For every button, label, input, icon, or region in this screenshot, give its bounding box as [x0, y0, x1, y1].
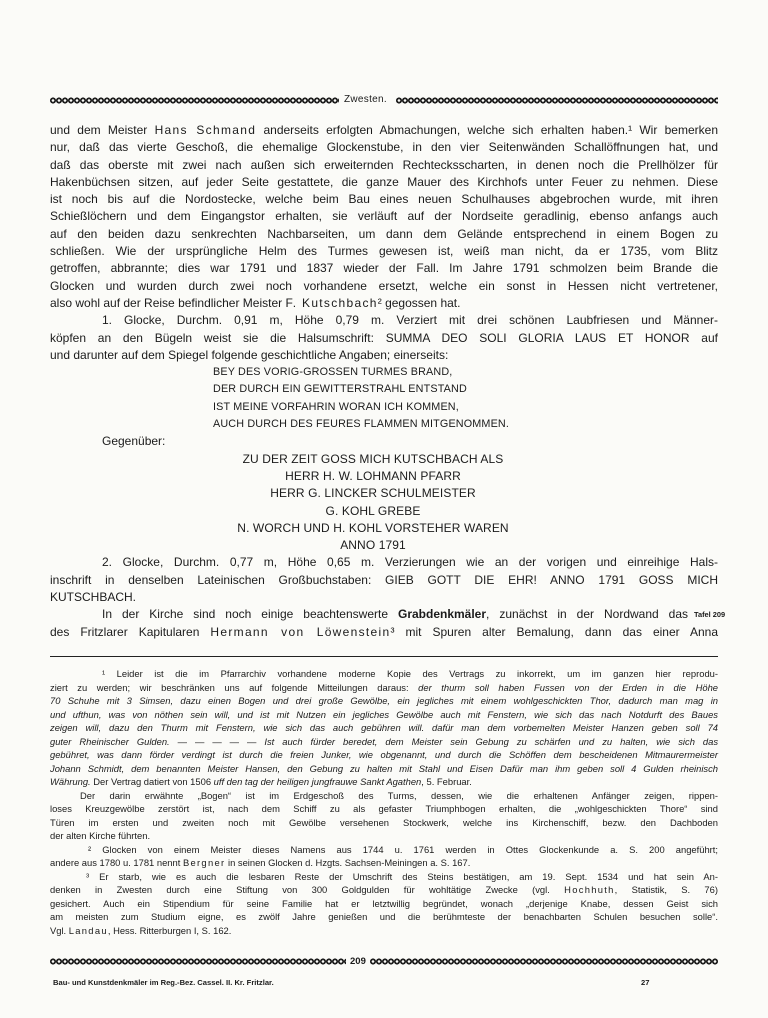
footnote-line [50, 681, 718, 695]
text-run: , Statistik, S. 76) [614, 884, 718, 895]
text-run: der alten Kirche führten. [50, 830, 151, 841]
text-run: ² Glocken von einem Meister dieses Namens aus 1744 u. 1761 werden in Ottes Glockenkunde a. S. 200 angeführt; [88, 843, 718, 855]
text-run: und dem Meister [50, 123, 155, 137]
text-run: ² gegossen hat. [377, 295, 461, 310]
text-run: , Hess. Ritterburgen I, S. 162. [107, 924, 232, 936]
text-run: ¹ Leider ist die im Pfarrarchiv vorhandene moderne Kopie des Vertrags zu inkorrekt, um im ganzen hier reprodu- [102, 668, 718, 679]
body-line [213, 364, 718, 381]
text-run: guter Rheinischer Gulden. [50, 735, 170, 747]
text-run: des Fritzlarer Kapitularen [50, 624, 211, 639]
body-line [50, 122, 718, 139]
text-run: 70 Schuhe mit 3 Simsen, dazu einen Bogen und drei große Gewölbe, ein jegliches mit einem wohlgeschickten Thor, dadurch man mag in [50, 695, 718, 706]
text-run: in seinen Glocken d. Hzgts. Sachsen-Meiningen a. S. 167. [225, 857, 471, 868]
footnotes [50, 667, 718, 937]
body-line [50, 330, 718, 347]
body-line [50, 503, 696, 520]
body-line [50, 624, 718, 641]
text-run: Schießlöchern und dem Eingangstor erhalten, sie verläuft auf der Nordseite geradlinig, ebenso anfangs auch [50, 209, 718, 224]
text-run: daß das oberste mit zwei nach außen sich erweiternden Rechtecksscharten, in denen noch die Prellhölzer für [50, 157, 718, 172]
text-run: der thurm soll haben Fussen von der Erden in die Höhe [418, 681, 719, 693]
body-line [50, 278, 718, 295]
footnote-line [86, 870, 718, 884]
text-run: schließen. Wie der ursprüngliche Helm des Turmes gewesen ist, weiß man nicht, da er 1735, vom Blitz [50, 244, 718, 259]
text-run: Vgl. [50, 924, 69, 936]
footnote-line [88, 843, 718, 857]
footnote-line [50, 897, 718, 911]
text-run: ³ mit Spuren alter Bemalung, dann das einer Anna [390, 624, 718, 639]
footnote-line [50, 762, 718, 776]
text-run: nur, daß das vierte Geschoß, die ehemalige Glockenstube, in den vier Seitenwänden Schallöffnungen hat, und [50, 140, 718, 155]
ornament-page-number: 209 [350, 956, 366, 967]
text-run: Johann Schmidt, dem benannten Meister Hansen, den Gebung zu halten mit Stahl und Eisen Dafür man ihm geben soll 4 Gulden rheinisch [50, 762, 718, 774]
text-run: In der Kirche sind noch einige beachtenswerte [102, 607, 398, 622]
text-run: uff den tag der heiligen jungfrauwe Sankt Agathen [213, 776, 422, 787]
body-line [102, 554, 718, 571]
body-line [50, 347, 718, 364]
footnote-line [50, 775, 718, 789]
body-line [50, 174, 718, 191]
text-run: Ist auch fürder beredet, dem Meister sein Gebung zu schärfen und zu halten, wie sich das [264, 735, 719, 747]
text-run: HERR G. LINCKER SCHULMEISTER [270, 486, 476, 501]
running-head-title: Zwesten. [344, 94, 387, 105]
text-run: andere aus 1780 u. 1781 nennt [50, 857, 183, 868]
text-run: Hochhuth [564, 884, 615, 895]
text-run: N. WORCH UND H. KOHL VORSTEHER WAREN [237, 520, 509, 535]
footnote-line [102, 667, 718, 681]
footnote-line [50, 924, 718, 938]
body-line [102, 606, 688, 623]
text-run: 2. Glocke, Durchm. 0,77 m, Höhe 0,65 m. Verzierungen wie an der vorigen und einreihige Hals- [102, 555, 718, 570]
body-line [213, 381, 718, 398]
text-run: KUTSCHBACH. [50, 590, 137, 605]
body-line [50, 295, 718, 312]
footnote-line [80, 789, 718, 803]
text-run: HERR H. W. LOHMANN PFARR [285, 468, 461, 483]
body-line [50, 226, 718, 243]
text-run: Währung. [50, 776, 91, 787]
text-run: köpfen an den Bügeln weist sie die Halsumschrift: SUMMA DEO SOLI GLORIA LAUS ET HONOR auf [50, 330, 718, 345]
text-run: , zunächst in der Nordwand das [486, 607, 688, 622]
text-run: — — — — — [169, 735, 265, 747]
text-run: Grabdenkmäler [397, 607, 487, 622]
text-run: ZU DER ZEIT GOSS MICH KUTSCHBACH ALS [242, 451, 504, 466]
text-run: Landau [68, 924, 108, 936]
series-title: Bau- und Kunstdenkmäler im Reg.-Bez. Cassel. II. Kr. Fritzlar. [53, 978, 274, 987]
text-run: Hakenbüchsen sitzen, auf jeder Seite gestattete, die ganze Mauer des Kirchhofs unter Feuer zu nehmen. Diese [50, 174, 718, 189]
footnote-line [50, 883, 718, 897]
ornament-band-left [50, 97, 339, 104]
ornament-band-right [370, 958, 718, 965]
footnote-line [50, 829, 718, 843]
ornament-band-right [396, 97, 718, 104]
footnote-line [50, 708, 718, 722]
body-line [50, 139, 718, 156]
body-line [102, 312, 718, 329]
body-line [50, 260, 718, 277]
text-run: ³ Er starb, wie es auch die lesbaren Reste der Umschrift des Steins bestätigen, am 19. Sept. 1534 und hat sein An- [86, 870, 718, 882]
text-run: anderseits erfolgten Abmachungen, welche sich erhalten haben.¹ Wir bemerken [256, 123, 718, 137]
body-line [50, 485, 696, 502]
footnote-line [50, 694, 718, 708]
body-line [50, 468, 696, 485]
text-run: Hans Schmand [154, 123, 257, 137]
footnote-rule [50, 656, 718, 657]
text-run: Glocken und wurden durch zwei noch vorhandene ersetzt, welche ein sonst in Hessen nicht vertretener, [50, 278, 718, 293]
text-run: DER DURCH EIN GEWITTERSTRAHL ENTSTAND [213, 383, 467, 396]
ornament-band-left [50, 958, 346, 965]
text-run: auf den beiden dazu senkrechten Nachbarseiten, um dann dem Gelände entsprechend in einem Bogen zu [50, 226, 718, 241]
text-run: gebühret, was dann förder verdingt ist durch die freien Junker, wie obgenannt, und durch die Schöffen dem bescheidenen Mitmaurermeister [50, 749, 718, 760]
body-line [102, 433, 718, 450]
text-run: IST MEINE VORFAHRIN WORAN ICH KOMMEN, [213, 400, 459, 413]
text-run: getroffen, abbrannte; dies war 1791 und 1837 wieder der Fall. Im Jahre 1791 schmolzen beim Brande die [50, 261, 718, 276]
text-run: und darunter auf dem Spiegel folgende geschichtliche Angaben; einerseits: [50, 347, 449, 362]
body-line [50, 157, 718, 174]
text-run: gesichert. Auch ein Stipendium für seine Familie hat er letztwillig begründet, wonach „derjenige Knabe, dessen Geist sich [50, 897, 718, 909]
text-run: denken in Zwesten durch eine Stiftung von 300 Goldgulden für wohltätige Zwecke (vgl. [50, 884, 565, 895]
footnote-line [50, 856, 718, 870]
text-run: und ufthun, was von nöthen sein will, und ist mit Nutzen ein jegliches Gewölbe auch mit Fenstern, wie sich das nach Notdurft des Baues [50, 708, 718, 720]
text-run: Der Vertrag datiert von 1506 [90, 776, 214, 787]
text-run: AUCH DURCH DES FEURES FLAMMEN MITGENOMMEN. [213, 418, 510, 431]
text-run: 1. Glocke, Durchm. 0,91 m, Höhe 0,79 m. Verziert mit drei schönen Laubfriesen und Männer- [102, 313, 718, 328]
body-line [50, 243, 718, 260]
text-run: G. KOHL GREBE [325, 503, 421, 518]
text-run: zeigen will, dazu den Thurm mit Fenstern, wie sich das auch gebühren will. dafür man dem vorbemelten Meister Hanzen geben soll 74 [50, 722, 718, 733]
footnote-line [50, 816, 718, 830]
text-run: F. Kutschbach [285, 295, 378, 310]
text-run: , 5. Februar. [421, 776, 472, 787]
main-text [50, 122, 718, 641]
body-line [50, 537, 696, 554]
body-line [50, 520, 696, 537]
margin-note-plate-reference: Tafel 209 [694, 610, 726, 619]
footnote-line [50, 735, 718, 749]
text-run: Der darin erwähnte „Bogen“ ist im Erdgeschoß des Turms, dessen, wie die erhaltenen Anfänger zeigen, rippen- [80, 789, 718, 801]
body-line [50, 451, 696, 468]
sheet-number: 27 [641, 978, 650, 987]
text-run: ist noch bis auf die Nordostecke, welche beim Bau eines neuen Schulhauses abgebrochen wurde, mit ihren [50, 192, 718, 207]
text-run: Türen im ersten und zweiten noch mit Gewölbe versehenen Stockwerk, welche ins Kirchenschiff, bezw. den Dachboden [50, 816, 718, 828]
text-run: ANNO 1791 [340, 538, 406, 553]
text-run: loses Kreuzgewölbe zerstört ist, nach dem Schiff zu als gefaster Triumphbogen erhalten, die „wohlgeschickten Thore“ sind [50, 803, 718, 814]
footnote-line [50, 721, 718, 735]
footnote-line [50, 748, 718, 762]
body-line [50, 589, 718, 606]
text-run: Bergner [182, 857, 226, 868]
body-line [50, 208, 718, 225]
body-line [213, 399, 718, 416]
footnote-line [50, 910, 718, 924]
body-line [50, 572, 718, 589]
text-run: am meisten zum Studium eigne, es zwölf Jahre genießen und die berühmteste der benachbarten Schulen besuchen solle“. [50, 911, 718, 922]
text-run: inschrift in denselben Lateinischen Großbuchstaben: GIEB GOTT DIE EHR! ANNO 1791 GOSS MICH [50, 572, 718, 587]
text-run: Hermann von Löwenstein [210, 624, 391, 639]
text-run: BEY DES VORIG-GROSSEN TURMES BRAND, [213, 366, 453, 379]
body-line [213, 416, 718, 433]
text-run: also wohl auf der Reise befindlicher Meister [50, 295, 286, 310]
footnote-line [50, 802, 718, 816]
body-line [50, 191, 718, 208]
text-run: Gegenüber: [102, 434, 166, 449]
text-run: ziert zu werden; wir beschränken uns auf folgende Mitteilungen daraus: [50, 681, 419, 693]
